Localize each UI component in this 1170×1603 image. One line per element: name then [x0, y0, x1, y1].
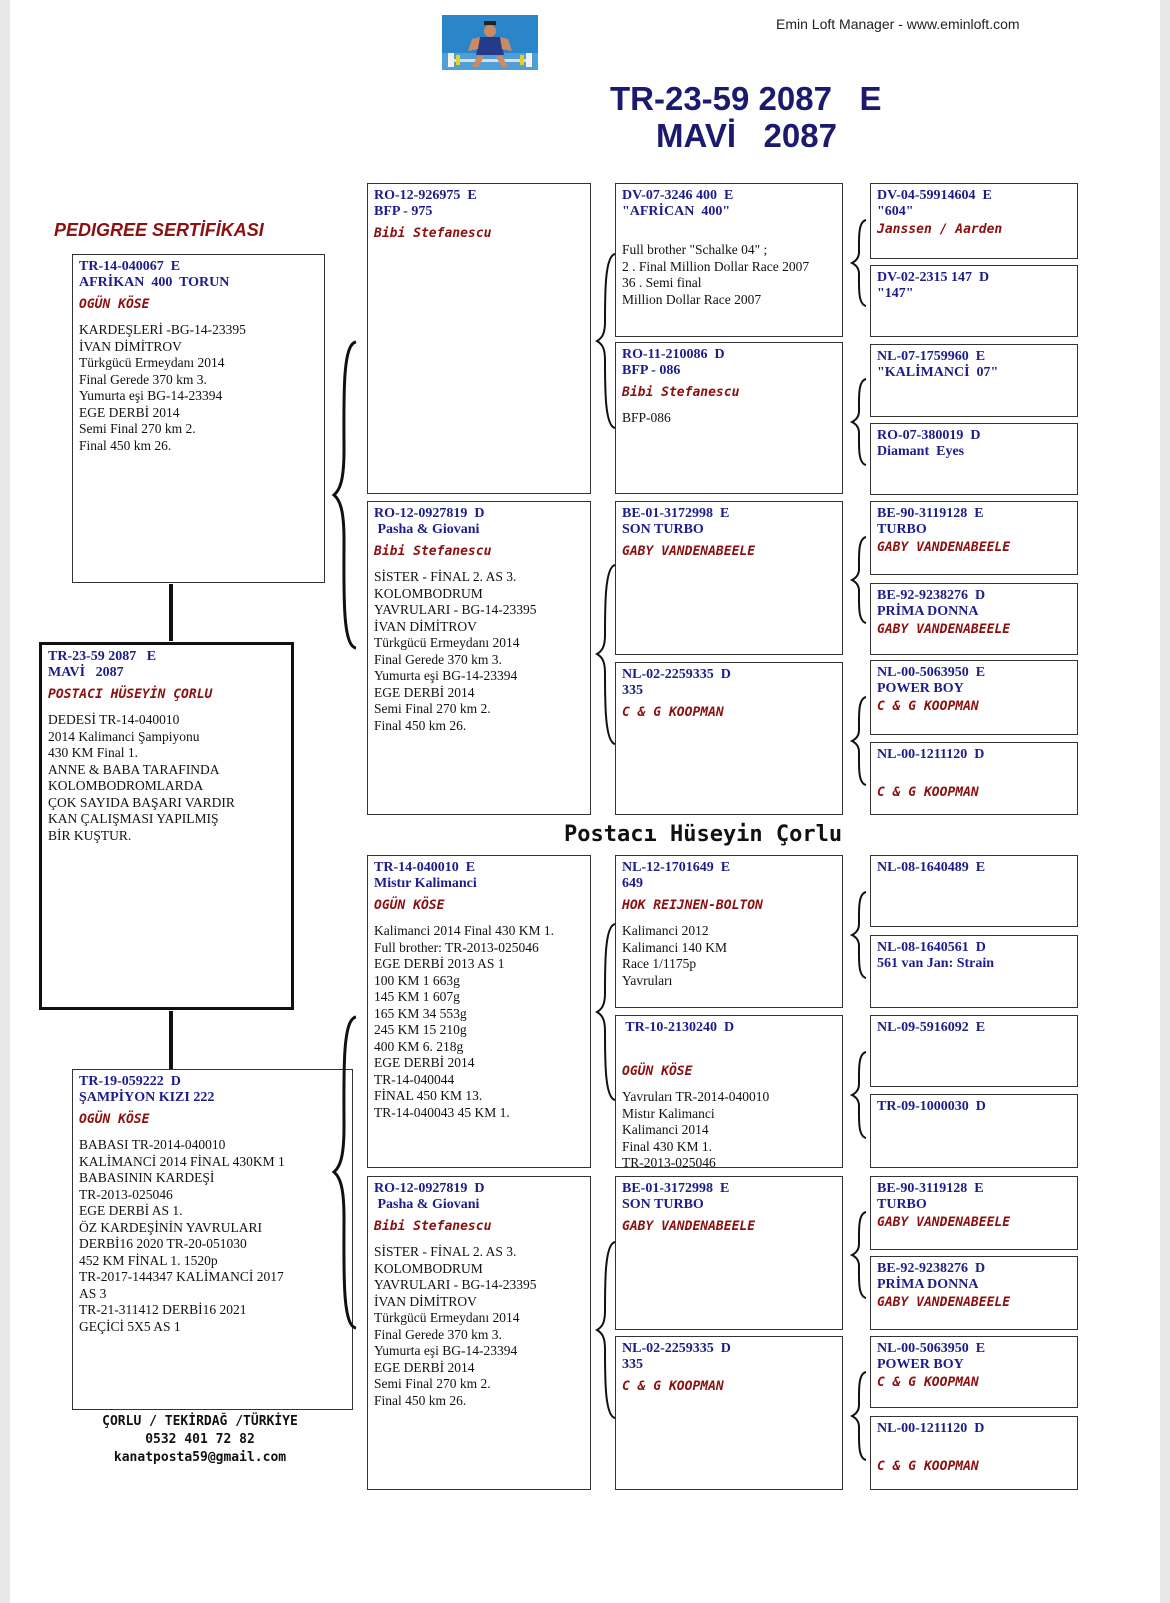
- great-grandparent-card[interactable]: [615, 183, 843, 337]
- gggp-card[interactable]: [870, 423, 1078, 495]
- ggp-breeder: GABY VANDENABEELE: [622, 544, 756, 559]
- sire-notes: KARDEŞLERİ -BG-14-23395 İVAN DİMİTROV Türkgücü Ermeydanı 2014 Final Gerede 370 km 3. Yumurta eşi BG-14-23394 EGE DERBİ 2014 Semi Final 270 km 2. Final 450 km 26.: [79, 322, 246, 453]
- gggp-ring: BE-90-3119128 E: [877, 1181, 984, 1196]
- sire-connector-line: [169, 584, 173, 641]
- subject-bird-card[interactable]: [39, 642, 294, 1010]
- subject-ring: TR-23-59 2087 E: [48, 649, 157, 664]
- sire-ring: TR-14-040067 E: [79, 259, 181, 274]
- gggp-card[interactable]: [870, 183, 1078, 259]
- gggp-breeder: GABY VANDENABEELE: [877, 622, 1011, 637]
- gggp-card[interactable]: [870, 1176, 1078, 1250]
- grandparent-card[interactable]: [367, 1176, 591, 1490]
- gggp-ring: NL-08-1640561 D: [877, 940, 986, 955]
- gggp-card[interactable]: [870, 1094, 1078, 1168]
- gggp-name: POWER BOY: [877, 1357, 964, 1372]
- ggp-notes: BFP-086: [622, 410, 671, 425]
- brace-icon: [850, 1370, 868, 1462]
- ggp-name: 335: [622, 683, 643, 698]
- gggp-name: TURBO: [877, 522, 927, 537]
- gp-breeder: OGÜN KÖSE: [374, 898, 445, 913]
- gggp-name: [877, 1437, 1071, 1453]
- gp-name: BFP - 975: [374, 204, 433, 219]
- brace-icon: [330, 340, 360, 650]
- dam-name: ŞAMPİYON KIZI 222: [79, 1090, 215, 1105]
- page-title-name: MAVİ 2087: [656, 117, 837, 154]
- grandparent-card[interactable]: [367, 855, 591, 1168]
- ggp-breeder: OGÜN KÖSE: [622, 1064, 693, 1079]
- gggp-ring: BE-92-9238276 D: [877, 588, 986, 603]
- gggp-breeder: C & G KOOPMAN: [877, 699, 979, 714]
- brace-icon: [595, 1240, 617, 1420]
- dam-connector-line: [169, 1011, 173, 1069]
- gp-ring: RO-12-0927819 D: [374, 506, 485, 521]
- ggp-ring: NL-02-2259335 D: [622, 667, 731, 682]
- gggp-breeder: C & G KOOPMAN: [877, 1459, 979, 1474]
- sire-breeder: OGÜN KÖSE: [79, 297, 150, 312]
- gggp-card[interactable]: [870, 344, 1078, 417]
- software-credit: Emin Loft Manager - www.eminloft.com: [776, 16, 1020, 32]
- gggp-ring: NL-00-1211120 D: [877, 1421, 985, 1436]
- gggp-name: PRİMA DONNA: [877, 604, 979, 619]
- gggp-card[interactable]: [870, 742, 1078, 815]
- gggp-card[interactable]: [870, 1256, 1078, 1330]
- brace-icon: [850, 695, 868, 787]
- brace-icon: [850, 535, 868, 625]
- brace-icon: [850, 1050, 868, 1140]
- brace-icon: [850, 890, 868, 980]
- ggp-name: [622, 1036, 836, 1052]
- ggp-ring: NL-02-2259335 D: [622, 1341, 731, 1356]
- ggp-breeder: C & G KOOPMAN: [622, 705, 724, 720]
- ggp-name: 335: [622, 1357, 643, 1372]
- ggp-notes: Kalimanci 2012 Kalimanci 140 KM Race 1/1175p Yavruları: [622, 923, 727, 988]
- gggp-breeder: C & G KOOPMAN: [877, 785, 979, 800]
- mid-owner-label: Postacı Hüseyin Çorlu: [564, 822, 843, 847]
- gp-notes: SİSTER - FİNAL 2. AS 3. KOLOMBODRUM YAVRULARI - BG-14-23395 İVAN DİMİTROV Türkgücü Ermeydanı 2014 Final Gerede 370 km 3. Yumurta eşi BG-14-23394 EGE DERBİ 2014 Semi Final 270 km 2. Final 450 km 26.: [374, 569, 537, 733]
- gggp-ring: BE-90-3119128 E: [877, 506, 984, 521]
- gggp-card[interactable]: [870, 1416, 1078, 1490]
- gggp-ring: DV-04-59914604 E: [877, 188, 992, 203]
- gggp-name: POWER BOY: [877, 681, 964, 696]
- subject-name: MAVİ 2087: [48, 665, 124, 680]
- subject-breeder: POSTACI HÜSEYİN ÇORLU: [48, 687, 213, 702]
- page-title-ring: TR-23-59 2087 E: [610, 80, 882, 117]
- gp-notes: SİSTER - FİNAL 2. AS 3. KOLOMBODRUM YAVRULARI - BG-14-23395 İVAN DİMİTROV Türkgücü Ermeydanı 2014 Final Gerede 370 km 3. Yumurta eşi BG-14-23394 EGE DERBİ 2014 Semi Final 270 km 2. Final 450 km 26.: [374, 1244, 537, 1408]
- gggp-card[interactable]: [870, 855, 1078, 927]
- gggp-name: TURBO: [877, 1197, 927, 1212]
- ggp-notes: Full brother "Schalke 04" ; 2 . Final Million Dollar Race 2007 36 . Semi final Million Dollar Race 2007: [622, 242, 810, 307]
- ggp-breeder: C & G KOOPMAN: [622, 1379, 724, 1394]
- great-grandparent-card[interactable]: [615, 1336, 843, 1490]
- brace-icon: [595, 252, 617, 430]
- ggp-breeder: GABY VANDENABEELE: [622, 1219, 756, 1234]
- gggp-card[interactable]: [870, 265, 1078, 337]
- gggp-ring: NL-00-1211120 D: [877, 747, 985, 762]
- gp-ring: TR-14-040010 E: [374, 860, 476, 875]
- certificate-heading: PEDIGREE SERTİFİKASI: [54, 220, 264, 240]
- great-grandparent-card[interactable]: [615, 501, 843, 655]
- ggp-name: SON TURBO: [622, 1197, 704, 1212]
- sire-name: AFRİKAN 400 TORUN: [79, 275, 230, 290]
- gggp-card[interactable]: [870, 935, 1078, 1008]
- gggp-breeder: C & G KOOPMAN: [877, 1375, 979, 1390]
- gggp-name: 561 van Jan: Strain: [877, 956, 995, 971]
- gp-name: Pasha & Giovani: [374, 522, 480, 537]
- gggp-name: "147": [877, 286, 914, 301]
- great-grandparent-card[interactable]: [615, 342, 843, 494]
- gggp-card[interactable]: [870, 501, 1078, 575]
- ggp-breeder: HOK REIJNEN-BOLTON: [622, 898, 763, 913]
- sire-card[interactable]: [72, 254, 325, 583]
- gggp-card[interactable]: [870, 1015, 1078, 1087]
- gggp-ring: BE-92-9238276 D: [877, 1261, 986, 1276]
- gggp-card[interactable]: [870, 660, 1078, 735]
- gggp-ring: NL-08-1640489 E: [877, 860, 986, 875]
- great-grandparent-card[interactable]: [615, 855, 843, 1008]
- gggp-card[interactable]: [870, 583, 1078, 655]
- gggp-name: PRİMA DONNA: [877, 1277, 979, 1292]
- gggp-name: Diamant Eyes: [877, 444, 965, 459]
- ggp-breeder: Bibi Stefanescu: [622, 385, 740, 400]
- gggp-ring: RO-07-380019 D: [877, 428, 981, 443]
- ggp-ring: BE-01-3172998 E: [622, 1181, 730, 1196]
- footer-phone: 0532 401 72 82: [145, 1432, 255, 1447]
- weightlifter-logo: [442, 15, 538, 70]
- dam-breeder: OGÜN KÖSE: [79, 1112, 150, 1127]
- gggp-ring: TR-09-1000030 D: [877, 1099, 986, 1114]
- gp-ring: RO-12-0927819 D: [374, 1181, 485, 1196]
- gggp-card[interactable]: [870, 1336, 1078, 1408]
- subject-notes: DEDESİ TR-14-040010 2014 Kalimanci Şampiyonu 430 KM Final 1. ANNE & BABA TARAFINDA KOLOMBODROMLARDA ÇOK SAYIDA BAŞARI VARDIR KAN ÇALIŞMASI YAPILMIŞ BİR KUŞTUR.: [48, 712, 235, 843]
- gggp-ring: DV-02-2315 147 D: [877, 270, 990, 285]
- grandparent-card[interactable]: [367, 183, 591, 494]
- great-grandparent-card[interactable]: [615, 1015, 843, 1168]
- gp-breeder: Bibi Stefanescu: [374, 226, 492, 241]
- ggp-ring: NL-12-1701649 E: [622, 860, 731, 875]
- gggp-ring: NL-07-1759960 E: [877, 349, 986, 364]
- gggp-name: "KALİMANCİ 07": [877, 365, 999, 380]
- brace-icon: [850, 1210, 868, 1300]
- great-grandparent-card[interactable]: [615, 662, 843, 815]
- grandparent-card[interactable]: [367, 501, 591, 815]
- dam-card[interactable]: [72, 1069, 353, 1410]
- gp-name: Pasha & Giovani: [374, 1197, 480, 1212]
- pedigree-page: [10, 0, 1160, 1603]
- ggp-name: 649: [622, 876, 643, 891]
- ggp-name: BFP - 086: [622, 363, 681, 378]
- gggp-breeder: GABY VANDENABEELE: [877, 1295, 1011, 1310]
- brace-icon: [595, 563, 617, 746]
- dam-ring: TR-19-059222 D: [79, 1074, 181, 1089]
- great-grandparent-card[interactable]: [615, 1176, 843, 1330]
- gggp-ring: NL-00-5063950 E: [877, 665, 986, 680]
- gp-ring: RO-12-926975 E: [374, 188, 477, 203]
- footer-email[interactable]: kanatposta59@gmail.com: [113, 1450, 287, 1465]
- ggp-ring: DV-07-3246 400 E: [622, 188, 734, 203]
- ggp-notes: Yavruları TR-2014-040010 Mistır Kalimanci Kalimanci 2014 Final 430 KM 1. TR-2013-025046: [622, 1089, 770, 1168]
- gp-name: Mistır Kalimanci: [374, 876, 477, 891]
- gp-notes: Kalimanci 2014 Final 430 KM 1. Full brother: TR-2013-025046 EGE DERBİ 2013 AS 1 100 KM 1 663g 145 KM 1 607g 165 KM 34 553g 245 KM 15 210g 400 KM 6. 218g EGE DERBİ 2014 TR-14-040044 FİNAL 450 KM 13. TR-14-040043 45 KM 1.: [374, 923, 554, 1120]
- ggp-name: "AFRİCAN 400": [622, 204, 731, 219]
- gggp-ring: NL-09-5916092 E: [877, 1020, 986, 1035]
- footer-location: ÇORLU / TEKİRDAĞ /TÜRKİYE: [102, 1414, 298, 1429]
- gggp-name: "604": [877, 204, 914, 219]
- ggp-ring: BE-01-3172998 E: [622, 506, 730, 521]
- brace-icon: [595, 922, 617, 1102]
- gp-breeder: Bibi Stefanescu: [374, 1219, 492, 1234]
- ggp-ring: TR-10-2130240 D: [622, 1020, 735, 1035]
- ggp-ring: RO-11-210086 D: [622, 347, 725, 362]
- gggp-name: [877, 763, 1071, 779]
- dam-notes: BABASI TR-2014-040010 KALİMANCİ 2014 FİNAL 430KM 1 BABASININ KARDEŞİ TR-2013-025046 EGE DERBİ AS 1. ÖZ KARDEŞİNİN YAVRULARI DERBİ16 2020 TR-20-051030 452 KM FİNAL 1. 1520p TR-2017-144347 KALİMANCİ 2017 AS 3 TR-21-311412 DERBİ16 2021 GEÇİCİ 5X5 AS 1: [79, 1137, 285, 1334]
- gp-breeder: Bibi Stefanescu: [374, 544, 492, 559]
- gggp-breeder: GABY VANDENABEELE: [877, 540, 1011, 555]
- gggp-breeder: GABY VANDENABEELE: [877, 1215, 1011, 1230]
- brace-icon: [850, 377, 868, 467]
- gggp-ring: NL-00-5063950 E: [877, 1341, 986, 1356]
- ggp-name: SON TURBO: [622, 522, 704, 537]
- brace-icon: [850, 218, 868, 308]
- gggp-breeder: Janssen / Aarden: [877, 222, 1003, 237]
